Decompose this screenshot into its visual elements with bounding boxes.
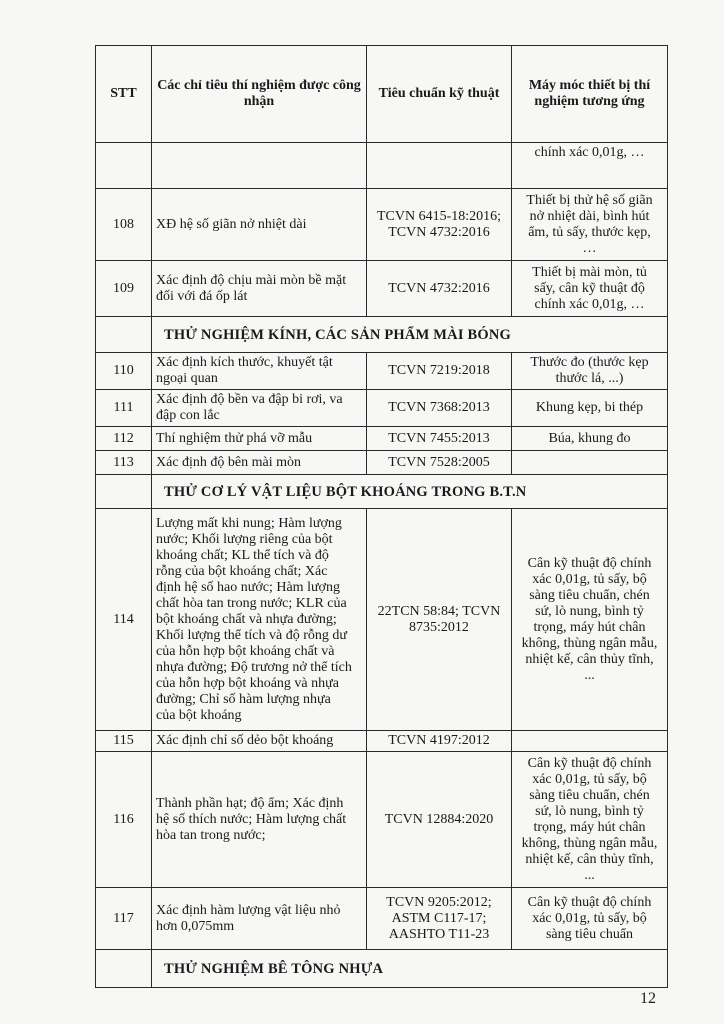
cell-indicator: Xác định chỉ số dẻo bột khoáng	[152, 731, 367, 752]
cell-indicator: Thành phần hạt; độ ẩm; Xác định hệ số thích nước; Hàm lượng chất hòa tan trong nước;	[152, 752, 367, 888]
cell-equipment: Cân kỹ thuật độ chính xác 0,01g, tủ sấy, bộ sàng tiêu chuẩn	[512, 888, 668, 950]
section-row	[96, 475, 668, 509]
header-indicators: Các chỉ tiêu thí nghiệm được công nhận	[152, 46, 367, 143]
cell-equipment: Thiết bị thử hệ số giãn nở nhiệt dài, bình hút ẩm, tủ sấy, thước kẹp, …	[512, 189, 668, 261]
cell-indicator: Xác định kích thước, khuyết tật ngoại quan	[152, 353, 367, 390]
cell-standard: TCVN 4732:2016	[367, 261, 512, 317]
cell-stt	[96, 950, 152, 988]
cell-stt: 114	[96, 509, 152, 731]
cell-standard	[367, 143, 512, 189]
cell-stt: 117	[96, 888, 152, 950]
cell-equipment	[512, 731, 668, 752]
table-header-row	[96, 46, 668, 143]
cell-stt: 108	[96, 189, 152, 261]
table-row	[96, 752, 668, 888]
cell-stt	[96, 317, 152, 353]
table-row	[96, 451, 668, 475]
cell-standard: 22TCN 58:84; TCVN 8735:2012	[367, 509, 512, 731]
cell-indicator: Xác định hàm lượng vật liệu nhỏ hơn 0,075mm	[152, 888, 367, 950]
cell-standard: TCVN 12884:2020	[367, 752, 512, 888]
section-title-asphalt: THỬ NGHIỆM BÊ TÔNG NHỰA	[152, 950, 668, 988]
cell-indicator: Xác định độ bên mài mòn	[152, 451, 367, 475]
cell-equipment: Cân kỹ thuật độ chính xác 0,01g, tủ sấy, bộ sàng tiêu chuẩn, chén sứ, lò nung, bình tỷ trọng, máy hút chân không, thùng ngân mẫu, nhiệt kế, cân thủy tĩnh, ...	[512, 752, 668, 888]
section-row	[96, 950, 668, 988]
table-row	[96, 261, 668, 317]
cell-stt: 112	[96, 427, 152, 451]
cell-indicator: Xác định độ bền va đập bi rơi, va đập con lắc	[152, 390, 367, 427]
cell-indicator: Xác định độ chịu mài mòn bề mặt đối với đá ốp lát	[152, 261, 367, 317]
table-row	[96, 731, 668, 752]
cell-stt	[96, 143, 152, 189]
header-standard: Tiêu chuẩn kỹ thuật	[367, 46, 512, 143]
section-title-mineral: THỬ CƠ LÝ VẬT LIỆU BỘT KHOÁNG TRONG B.T.N	[152, 475, 668, 509]
cell-standard: TCVN 6415-18:2016; TCVN 4732:2016	[367, 189, 512, 261]
table-row	[96, 390, 668, 427]
cell-equipment: Thiết bị mài mòn, tủ sấy, cân kỹ thuật độ chính xác 0,01g, …	[512, 261, 668, 317]
cell-stt: 109	[96, 261, 152, 317]
table-row	[96, 189, 668, 261]
cell-stt: 110	[96, 353, 152, 390]
cell-standard: TCVN 7368:2013	[367, 390, 512, 427]
cell-standard: TCVN 7219:2018	[367, 353, 512, 390]
cell-stt: 111	[96, 390, 152, 427]
section-row	[96, 317, 668, 353]
cell-equipment: Búa, khung đo	[512, 427, 668, 451]
cell-equipment: Cân kỹ thuật độ chính xác 0,01g, tủ sấy, bộ sàng tiêu chuẩn, chén sứ, lò nung, bình tỷ trọng, máy hút chân không, thùng ngân mẫu, nhiệt kế, cân thủy tĩnh, ...	[512, 509, 668, 731]
table-row	[96, 888, 668, 950]
cell-stt	[96, 475, 152, 509]
header-equipment: Máy móc thiết bị thí nghiệm tương ứng	[512, 46, 668, 143]
cell-equipment	[512, 451, 668, 475]
cell-standard: TCVN 7455:2013	[367, 427, 512, 451]
cell-stt: 113	[96, 451, 152, 475]
header-stt: STT	[96, 46, 152, 143]
cell-indicator: Lượng mất khi nung; Hàm lượng nước; Khối lượng riêng của bột khoáng chất; KL thể tích và độ rỗng của bột khoáng chất; Xác định hệ số hao nước; Hàm lượng chất hòa tan trong nước; KLR của bột khoáng chất và nhựa đường; Khối lượng thể tích và độ rỗng dư của hỗn hợp bột khoáng chất và nhựa đường; Độ trương nở thể tích của hỗn hợp bột khoáng và nhựa đường; Chỉ số hàm lượng nhựa của bột khoáng	[152, 509, 367, 731]
cell-equipment: chính xác 0,01g, …	[512, 143, 668, 189]
page-number: 12	[640, 990, 656, 1007]
cell-standard: TCVN 4197:2012	[367, 731, 512, 752]
cell-equipment: Thước đo (thước kẹp thước lá, ...)	[512, 353, 668, 390]
cell-indicator	[152, 143, 367, 189]
table-row	[96, 509, 668, 731]
cell-stt: 116	[96, 752, 152, 888]
cell-standard: TCVN 9205:2012; ASTM C117-17; AASHTO T11-23	[367, 888, 512, 950]
cell-indicator: XĐ hệ số giãn nở nhiệt dài	[152, 189, 367, 261]
cell-standard: TCVN 7528:2005	[367, 451, 512, 475]
cell-stt: 115	[96, 731, 152, 752]
cell-equipment: Khung kẹp, bi thép	[512, 390, 668, 427]
section-title-glass: THỬ NGHIỆM KÍNH, CÁC SẢN PHẨM MÀI BÓNG	[152, 317, 668, 353]
table-row	[96, 143, 668, 189]
test-standards-table	[95, 45, 668, 988]
table-row	[96, 427, 668, 451]
cell-indicator: Thí nghiệm thử phá vỡ mẫu	[152, 427, 367, 451]
table-row	[96, 353, 668, 390]
